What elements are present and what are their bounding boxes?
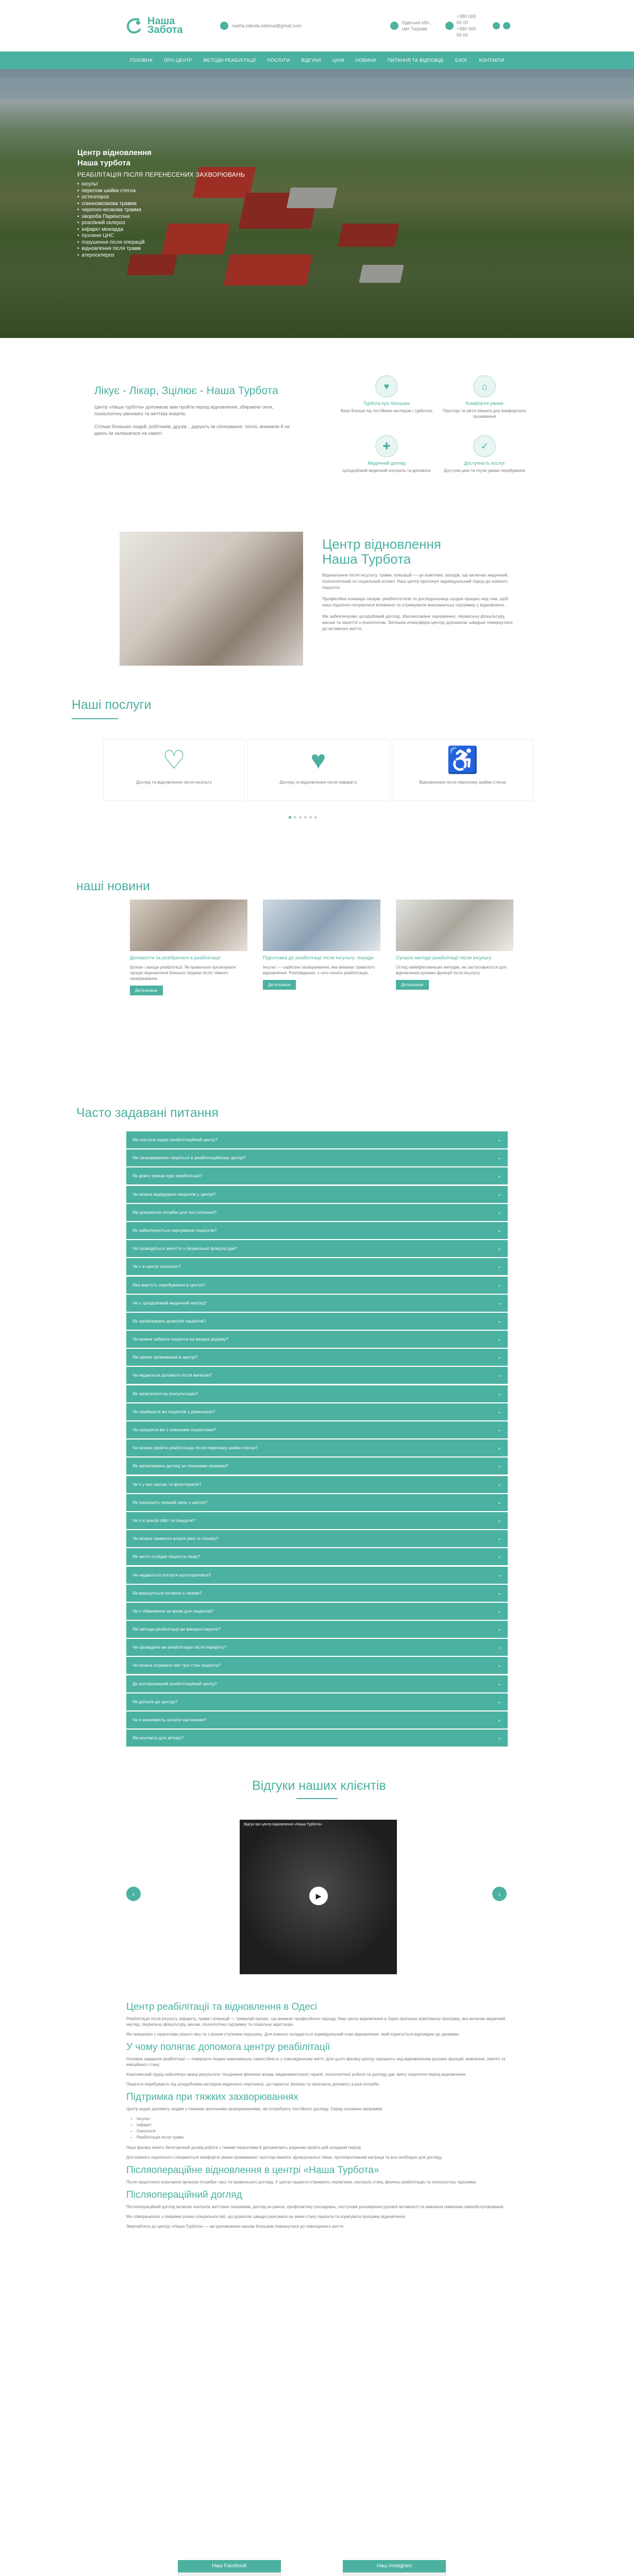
header-address (390, 20, 435, 32)
news-section (0, 879, 634, 1106)
wheelchair-icon: ♿ (446, 745, 479, 774)
chevron-down-icon: ⌄ (497, 1626, 502, 1633)
article-list-item: • Інфаркт (137, 2122, 508, 2128)
article-paragraph: Реабілітація після інсульту, інфаркту, травм і операцій — тривалий процес, що вимагає професійного підходу. Наш центр відновлення в Одесі пропонує комплексну програму, яка включає медичний нагляд, лікувальну фізкультуру, масаж, психологічну підтримку та соціальну адаптацію. (126, 2016, 506, 2027)
faq-item[interactable] (126, 1494, 508, 1511)
faq-question: Де розташований реабілітаційний центр? (132, 1681, 217, 1686)
news-card (396, 900, 513, 990)
services-heading: Наші послуги (72, 698, 152, 712)
chevron-down-icon: ⌄ (497, 1645, 502, 1651)
article-paragraph: Наші фахівці мають багаторічний досвід роботи з такими пацієнтами й допомагають родинам пройти цей складний період. (126, 2145, 362, 2150)
chevron-down-icon: ⌄ (497, 1264, 502, 1270)
social-section (0, 2560, 634, 2576)
faq-item[interactable] (126, 1512, 508, 1529)
phone-2[interactable]: +380 000 00 00 (456, 26, 476, 38)
faq-item[interactable] (126, 1240, 508, 1257)
chevron-down-icon: ⌄ (497, 1173, 502, 1179)
article-paragraph: Центр надає допомогу людям з тяжкими хронічними захворюваннями, які потребують постійного догляду. Серед основних напрямків: (126, 2107, 383, 2111)
faq-question: Як забезпечується харчування пацієнтів? (132, 1227, 217, 1233)
news-more-button[interactable]: Детальніше (263, 980, 296, 990)
carousel-dot[interactable] (294, 816, 296, 819)
chevron-down-icon: ⌄ (497, 1137, 502, 1143)
carousel-dot[interactable] (309, 816, 312, 819)
chevron-down-icon: ⌄ (497, 1663, 502, 1669)
chevron-down-icon: ⌄ (497, 1155, 502, 1161)
nav-item-services[interactable]: ПОСЛУГИ (267, 58, 290, 63)
chevron-down-icon: ⌄ (497, 1445, 502, 1451)
next-arrow-icon[interactable]: › (492, 1887, 507, 1901)
faq-item[interactable] (126, 1711, 508, 1728)
about-paragraph: Відновлення після інсульту, травм, операцій — це комплекс заходів, що включає медичний, психологічний та соціальний аспект. Наш центр пропонує індивідуальний підхід до кожного пацієнта. (322, 572, 509, 590)
instagram-widget (343, 2560, 446, 2576)
faq-question: Які контакти для зв'язку? (132, 1735, 183, 1741)
news-title[interactable]: Допомогти та розібратися в реабілітації (130, 955, 221, 961)
faq-question: Як проходить перший день у центрі? (132, 1499, 208, 1505)
nav-item-about[interactable]: ПРО ЦЕНТР (164, 58, 192, 63)
chevron-down-icon: ⌄ (497, 1499, 502, 1505)
chevron-down-icon: ⌄ (497, 1191, 502, 1197)
faq-question: Чи працюєте ви з лежачими пацієнтами? (132, 1427, 216, 1432)
article-heading: У чому полягає допомога центру реабілітації (126, 2042, 330, 2053)
chevron-down-icon: ⌄ (497, 1572, 502, 1578)
faq-question: Чи можна привезти власні речі та техніку? (132, 1536, 219, 1541)
divider (72, 718, 118, 719)
faq-question: Чи надаються послуги ерготерапевта? (132, 1572, 211, 1578)
hero-list-item: • атеросклероз (77, 252, 245, 259)
article-paragraph: Після хірургічного втручання організм потребує часу та правильного догляду. У центрі пацієнти отримують перев'язки, контроль стану, фізичну реабілітацію та психологічну підтримку. (126, 2180, 477, 2184)
chevron-down-icon: ⌄ (497, 1391, 502, 1397)
hero-title-line1: Центр відновлення (77, 148, 152, 157)
news-excerpt: Шляхи і заходи реабілітації. Як правильно організувати процес відновлення близької людини після тяжкого захворювання. (130, 965, 236, 981)
about-title-line1: Центр відновлення (322, 536, 441, 552)
about-title-line2: Наша Турбота (322, 551, 411, 567)
faq-question: Як доїхати до центру? (132, 1699, 178, 1704)
chevron-down-icon: ⌄ (497, 1536, 502, 1542)
faq-item[interactable] (126, 1149, 508, 1166)
article-paragraph: Ми співпрацюємо з лікарями різних спеціальностей, що дозволяє швидко реагувати на зміни стану пацієнта та коригувати програму відновлення. (126, 2214, 406, 2219)
news-title[interactable]: Сучасні методи реабілітації після інсульту (396, 955, 492, 961)
email-text: nasha.zabota.odessa@gmail.com (231, 23, 302, 28)
faq-item[interactable] (126, 1131, 508, 1148)
chevron-down-icon: ⌄ (497, 1590, 502, 1596)
reviews-heading: Відгуки наших клієнтів (252, 1778, 386, 1793)
faq-question: Як довго триває курс реабілітації? (132, 1173, 203, 1179)
hero-list-item: • пухлини ЦНС (77, 233, 245, 240)
faq-item[interactable] (126, 1657, 508, 1674)
faq-item[interactable] (126, 1639, 508, 1656)
faq-question: Як організовано догляд за лежачими хворими? (132, 1463, 228, 1469)
chevron-down-icon: ⌄ (497, 1209, 502, 1215)
article-list-item: • Онкологія (137, 2128, 508, 2134)
faq-list (126, 1131, 508, 1748)
service-label: Догляд та відновлення після інсульту (136, 779, 212, 785)
faq-item[interactable] (126, 1258, 508, 1275)
hero-subtitle: РЕАБІЛІТАЦІЯ ПІСЛЯ ПЕРЕНЕСЕНИХ ЗАХВОРЮВАНЬ (77, 171, 245, 178)
nav-item-prices[interactable]: ЦІНИ (332, 58, 344, 63)
article-list (137, 2116, 508, 2141)
faq-item[interactable] (126, 1313, 508, 1330)
nav-item-home[interactable]: ГОЛОВНА (130, 58, 153, 63)
faq-question: Як організовано дозвілля пацієнтів? (132, 1318, 206, 1324)
service-card[interactable] (103, 739, 245, 801)
news-image[interactable] (130, 900, 247, 951)
instagram-icon[interactable] (503, 22, 510, 29)
faq-question: Як часто оглядає пацієнта лікар? (132, 1554, 201, 1560)
nav-item-news[interactable]: НОВИНИ (355, 58, 376, 63)
address-text: Одеська обл., смт Таїрове (402, 20, 432, 31)
phone-icon (445, 22, 454, 30)
divider (296, 1798, 338, 1799)
faq-item[interactable] (126, 1331, 508, 1348)
chevron-down-icon: ⌄ (497, 1246, 502, 1252)
faq-item[interactable] (126, 1476, 508, 1493)
hero-list-item: • інфаркт міокарда (77, 227, 245, 233)
heart-icon: ♥ (310, 745, 326, 774)
article-heading: Підтримка при тяжких захворюваннях (126, 2092, 298, 2103)
facebook-feed[interactable] (178, 2572, 281, 2576)
article-heading: Післяопераційний догляд (126, 2190, 242, 2200)
faq-question: Чи є обмеження за віком для пацієнтів? (132, 1608, 214, 1614)
main-nav (0, 52, 634, 69)
faq-question: Чи проводите ви реабілітацію після інфаркту? (132, 1645, 227, 1650)
chevron-down-icon: ⌄ (497, 1717, 502, 1723)
intro-paragraph: Стільки близьких людей, робітників, друзів... дарують їм спілкування, тепло, вниманіе й не дають їм залишатися на самоті. (94, 424, 290, 436)
faq-question: Як записатися на консультацію? (132, 1391, 198, 1396)
faq-section (0, 1106, 634, 1778)
hero-list-item: • спинномозкова травма (77, 201, 245, 208)
article-paragraph: Основне завдання реабілітації — повернути людині максимальну самостійність у повсякденному житті. Для цього фахівці центру працюють над відновленням рухових функцій, мовлення, пам'яті та емоційного стану. (126, 2057, 506, 2067)
faq-question: Яка вартість перебування в центрі? (132, 1282, 205, 1287)
hero-list-item: • інсульт (77, 181, 245, 188)
chevron-down-icon: ⌄ (497, 1300, 502, 1306)
chevron-down-icon: ⌄ (497, 1336, 502, 1343)
news-image[interactable] (263, 900, 380, 951)
hero-title-line2: Наша турбота (77, 159, 130, 167)
faq-item[interactable] (126, 1603, 508, 1620)
faq-question: Чи є у вас масаж та фізіотерапія? (132, 1481, 202, 1487)
news-excerpt: Інсульт — серйозне захворювання, яке вимагає тривалого відновлення. Розповідаємо, з чого почати реабілітацію. (263, 965, 375, 975)
faq-question: Які послуги надає реабілітаційний центр? (132, 1137, 218, 1142)
chevron-down-icon: ⌄ (497, 1318, 502, 1324)
faq-question: Чи є в центрі ліфт та пандуси? (132, 1517, 195, 1523)
carousel-dot[interactable] (314, 816, 317, 819)
header-email[interactable] (220, 22, 302, 30)
check-icon: ✓ (473, 435, 496, 457)
faq-question: Чи проводяться заняття з лікувальної фізкультури? (132, 1246, 238, 1251)
faq-item[interactable] (126, 1548, 508, 1565)
logo-line2: Забота (147, 24, 183, 36)
about-paragraph: Професійна команда лікарів, реабілітологів та доглядальниць щодня працює над тим, щоб наші підопічні почувалися впевнено та отримували максимальну підтримку у відновленні. (322, 596, 508, 607)
faq-item[interactable] (126, 1530, 508, 1547)
news-card (130, 900, 247, 995)
chevron-down-icon: ⌄ (497, 1463, 502, 1469)
about-paragraph: Ми забезпечуємо цілодобовий догляд, збалансоване харчування, лікувальну фізкультуру, масаж та заняття з психологом. Затишна атмосфера центру допомагає швидше повернутися до активного життя. (322, 614, 513, 631)
home-icon: ⌂ (473, 375, 496, 398)
chevron-down-icon: ⌄ (497, 1481, 502, 1487)
chevron-down-icon: ⌄ (497, 1427, 502, 1433)
faq-item[interactable] (126, 1385, 508, 1402)
carousel-dot[interactable] (289, 816, 291, 819)
faq-item[interactable] (126, 1585, 508, 1602)
chevron-down-icon: ⌄ (497, 1354, 502, 1361)
services-section (0, 698, 634, 879)
about-photo (120, 532, 303, 666)
article-paragraph: Звертайтеся до центру «Наша Турбота» — ми допоможемо вашим близьким повернутися до повноцінного життя. (126, 2224, 345, 2229)
article-paragraph: Пацієнти перебувають під цілодобовим наглядом медичного персоналу, що гарантує безпеку та своєчасну допомогу в разі потреби. (126, 2082, 380, 2087)
chevron-down-icon: ⌄ (497, 1409, 502, 1415)
prev-arrow-icon[interactable]: ‹ (126, 1887, 141, 1901)
mail-icon (220, 22, 228, 30)
news-title[interactable]: Підготовка до реабілітації після інсульту: поради (263, 955, 374, 961)
review-video[interactable] (240, 1820, 397, 1974)
hero-list-item: • хвороба Паркінсона (77, 214, 245, 221)
faq-item[interactable] (126, 1421, 508, 1438)
chevron-down-icon: ⌄ (497, 1554, 502, 1560)
faq-item[interactable] (126, 1458, 508, 1475)
nav-item-contacts[interactable]: КОНТАКТИ (479, 58, 504, 63)
feature-comfort: ⌂ Комфортні умови Просторі та світлі кімнати для комфортного проживання (438, 375, 531, 419)
logo-icon (124, 15, 144, 36)
article-paragraph: Ми працюємо з пацієнтами різного віку та з різним ступенем порушень. Для кожного складається індивідуальний план відновлення, який коригується відповідно до динаміки. (126, 2032, 460, 2037)
hero-list-item: • відновлення після травм (77, 246, 245, 252)
article-heading: Післяопераційне відновлення в центрі «Наша Турбота» (126, 2165, 379, 2176)
reviews-section (0, 1778, 634, 2001)
news-more-button[interactable]: Детальніше (130, 986, 163, 995)
carousel-dot[interactable] (304, 816, 307, 819)
news-image[interactable] (396, 900, 513, 951)
carousel-dots (289, 816, 317, 819)
chevron-down-icon: ⌄ (497, 1227, 502, 1233)
faq-item[interactable] (126, 1675, 508, 1692)
faq-item[interactable] (126, 1349, 508, 1366)
nav-item-reviews[interactable]: ВІДГУКИ (301, 58, 321, 63)
news-card (263, 900, 380, 990)
faq-question: Чи можна отримати звіт про стан пацієнта? (132, 1663, 221, 1668)
faq-heading: Часто задавані питання (76, 1106, 219, 1120)
faq-item[interactable] (126, 1204, 508, 1221)
faq-item[interactable] (126, 1567, 508, 1584)
intro-title: Лікує - Лікар, Зцілює - Наша Турбота (94, 385, 278, 397)
hero-banner (0, 69, 634, 338)
faq-item[interactable] (126, 1403, 508, 1420)
hero-list-item: • остеопороз (77, 194, 245, 201)
service-card[interactable] (392, 739, 533, 801)
hero-list-item: • розсіяний склероз (77, 220, 245, 227)
hero-condition-list (77, 181, 245, 259)
site-header (0, 0, 634, 52)
service-label: Догляд та відновлення після інфаркту (279, 779, 357, 785)
faq-item[interactable] (126, 1439, 508, 1456)
article-heading: Центр реабілітації та відновлення в Одесі (126, 2002, 318, 2012)
logo-line1: Наша (147, 15, 175, 27)
nav-item-methods[interactable]: МЕТОДИ РЕАБІЛІТАЦІЇ (203, 58, 256, 63)
chevron-down-icon: ⌄ (497, 1372, 502, 1379)
faq-question: Чи можна відвідувати пацієнтів у центрі? (132, 1191, 216, 1197)
news-heading: наші новини (76, 879, 150, 893)
hero-text (77, 148, 245, 259)
faq-item[interactable] (126, 1295, 508, 1312)
hero-list-item: • перелом шийки стегна (77, 188, 245, 195)
chevron-down-icon: ⌄ (497, 1608, 502, 1614)
faq-question: Чи є в центрі психолог? (132, 1264, 181, 1269)
article-paragraph: Комплексний підхід забезпечує кращі результати: поєднання фізичних вправ, медикаментозної терапії, психологічної роботи та догляду дає змогу скоротити період відновлення. (126, 2072, 466, 2077)
location-icon (390, 22, 398, 30)
chevron-down-icon: ⌄ (497, 1517, 502, 1523)
article-paragraph: Для кожного підопічного створюються комфортні умови проживання: просторі кімнати, функціональні ліжка, протипролежневі матраци та все необхідне для догляду. (126, 2155, 443, 2160)
faq-question: Чи є цілодобовий медичний нагляд? (132, 1300, 207, 1306)
faq-item[interactable] (126, 1222, 508, 1239)
facebook-title: Наш Facebook (178, 2560, 281, 2572)
heart-icon: ♥ (375, 375, 398, 398)
video-caption: Відгук про центр відновлення «Наша Турбота» (244, 1823, 322, 1826)
intro-section (0, 338, 634, 532)
service-label: Відновлення після перелому шийки стегна (419, 779, 506, 785)
faq-item[interactable] (126, 1621, 508, 1638)
faq-question: Які документи потрібні для поступлення? (132, 1209, 217, 1215)
feature-medical: ✚ Медичний догляд Цілодобовий медичний контроль та допомога (340, 435, 433, 473)
article-list-item: • Реабілітація після травм (137, 2134, 508, 2141)
faq-question: Чи є можливість оплати частинами? (132, 1717, 207, 1722)
faq-question: Які захворювання лікуються в реабілітаційному центрі? (132, 1155, 246, 1161)
nav-item-blog[interactable]: БЛОГ (455, 58, 468, 63)
faq-item[interactable] (126, 1367, 508, 1384)
news-more-button[interactable]: Детальніше (396, 980, 429, 990)
faq-item[interactable] (126, 1186, 508, 1203)
article-list-item: • Інсульт (137, 2116, 508, 2122)
faq-item[interactable] (126, 1730, 508, 1747)
faq-question: Чи приймаєте ви пацієнтів з деменцією? (132, 1409, 215, 1414)
hero-list-item: • черепно-мозкова травма (77, 207, 245, 214)
chevron-down-icon: ⌄ (497, 1735, 502, 1741)
article-section (0, 2001, 634, 2560)
faq-item[interactable] (126, 1693, 508, 1710)
faq-item[interactable] (126, 1277, 508, 1294)
carousel-dot[interactable] (299, 816, 302, 819)
faq-question: Чи можна пройти реабілітацію після перелому шийки стегна? (132, 1445, 258, 1451)
faq-question: Як вирішується питання з ліками? (132, 1590, 202, 1596)
feature-care: ♥ Турбота про близьких Ваші близькі під постійним наглядом і турботою (340, 375, 433, 414)
chevron-down-icon: ⌄ (497, 1681, 502, 1687)
facebook-icon[interactable] (493, 22, 500, 29)
intro-paragraph: Центр «Наша турбота» допомагає вам пройти період відновлення, збираючи сили, психологічну рівновагу та життєву енергію. (94, 404, 274, 416)
nav-item-faq[interactable]: ПИТАННЯ ТА ВІДПОВІДІ (387, 58, 444, 63)
faq-question: Чи можна забрати пацієнта на вихідні додому? (132, 1336, 228, 1342)
about-section (0, 532, 634, 698)
faq-question: Чи надається допомога після виписки? (132, 1372, 212, 1378)
logo[interactable] (124, 15, 184, 36)
medical-cross-icon: ✚ (375, 435, 398, 457)
instagram-feed[interactable] (343, 2572, 446, 2576)
header-social (493, 22, 510, 29)
feature-affordable: ✓ Доступність послуг Доступні ціни та гнучкі умови перебування (438, 435, 531, 473)
header-phones[interactable] (445, 13, 479, 38)
service-card[interactable] (247, 739, 389, 801)
phone-1[interactable]: +380 000 00 00 (456, 14, 476, 25)
play-icon[interactable]: ▶ (309, 1887, 328, 1905)
article-paragraph: Післяопераційний догляд включає контроль життєвих показників, догляд за раною, профілактику ускладнень, поступове розширення рухової активності та навчання навичкам самообслуговування. (126, 2205, 505, 2209)
news-excerpt: Огляд найефективніших методик, які застосовуються для відновлення рухових функцій після інсульту. (396, 965, 507, 975)
hero-list-item: • порушення після операцій (77, 240, 245, 246)
heartbeat-icon: ♡ (162, 745, 186, 774)
faq-question: Які умови проживання в центрі? (132, 1354, 198, 1360)
chevron-down-icon: ⌄ (497, 1699, 502, 1705)
faq-item[interactable] (126, 1167, 508, 1184)
facebook-widget (178, 2560, 281, 2576)
faq-question: Які методи реабілітації ви використовуєте? (132, 1626, 221, 1632)
chevron-down-icon: ⌄ (497, 1282, 502, 1288)
instagram-title: Наш Instagram (343, 2560, 446, 2572)
